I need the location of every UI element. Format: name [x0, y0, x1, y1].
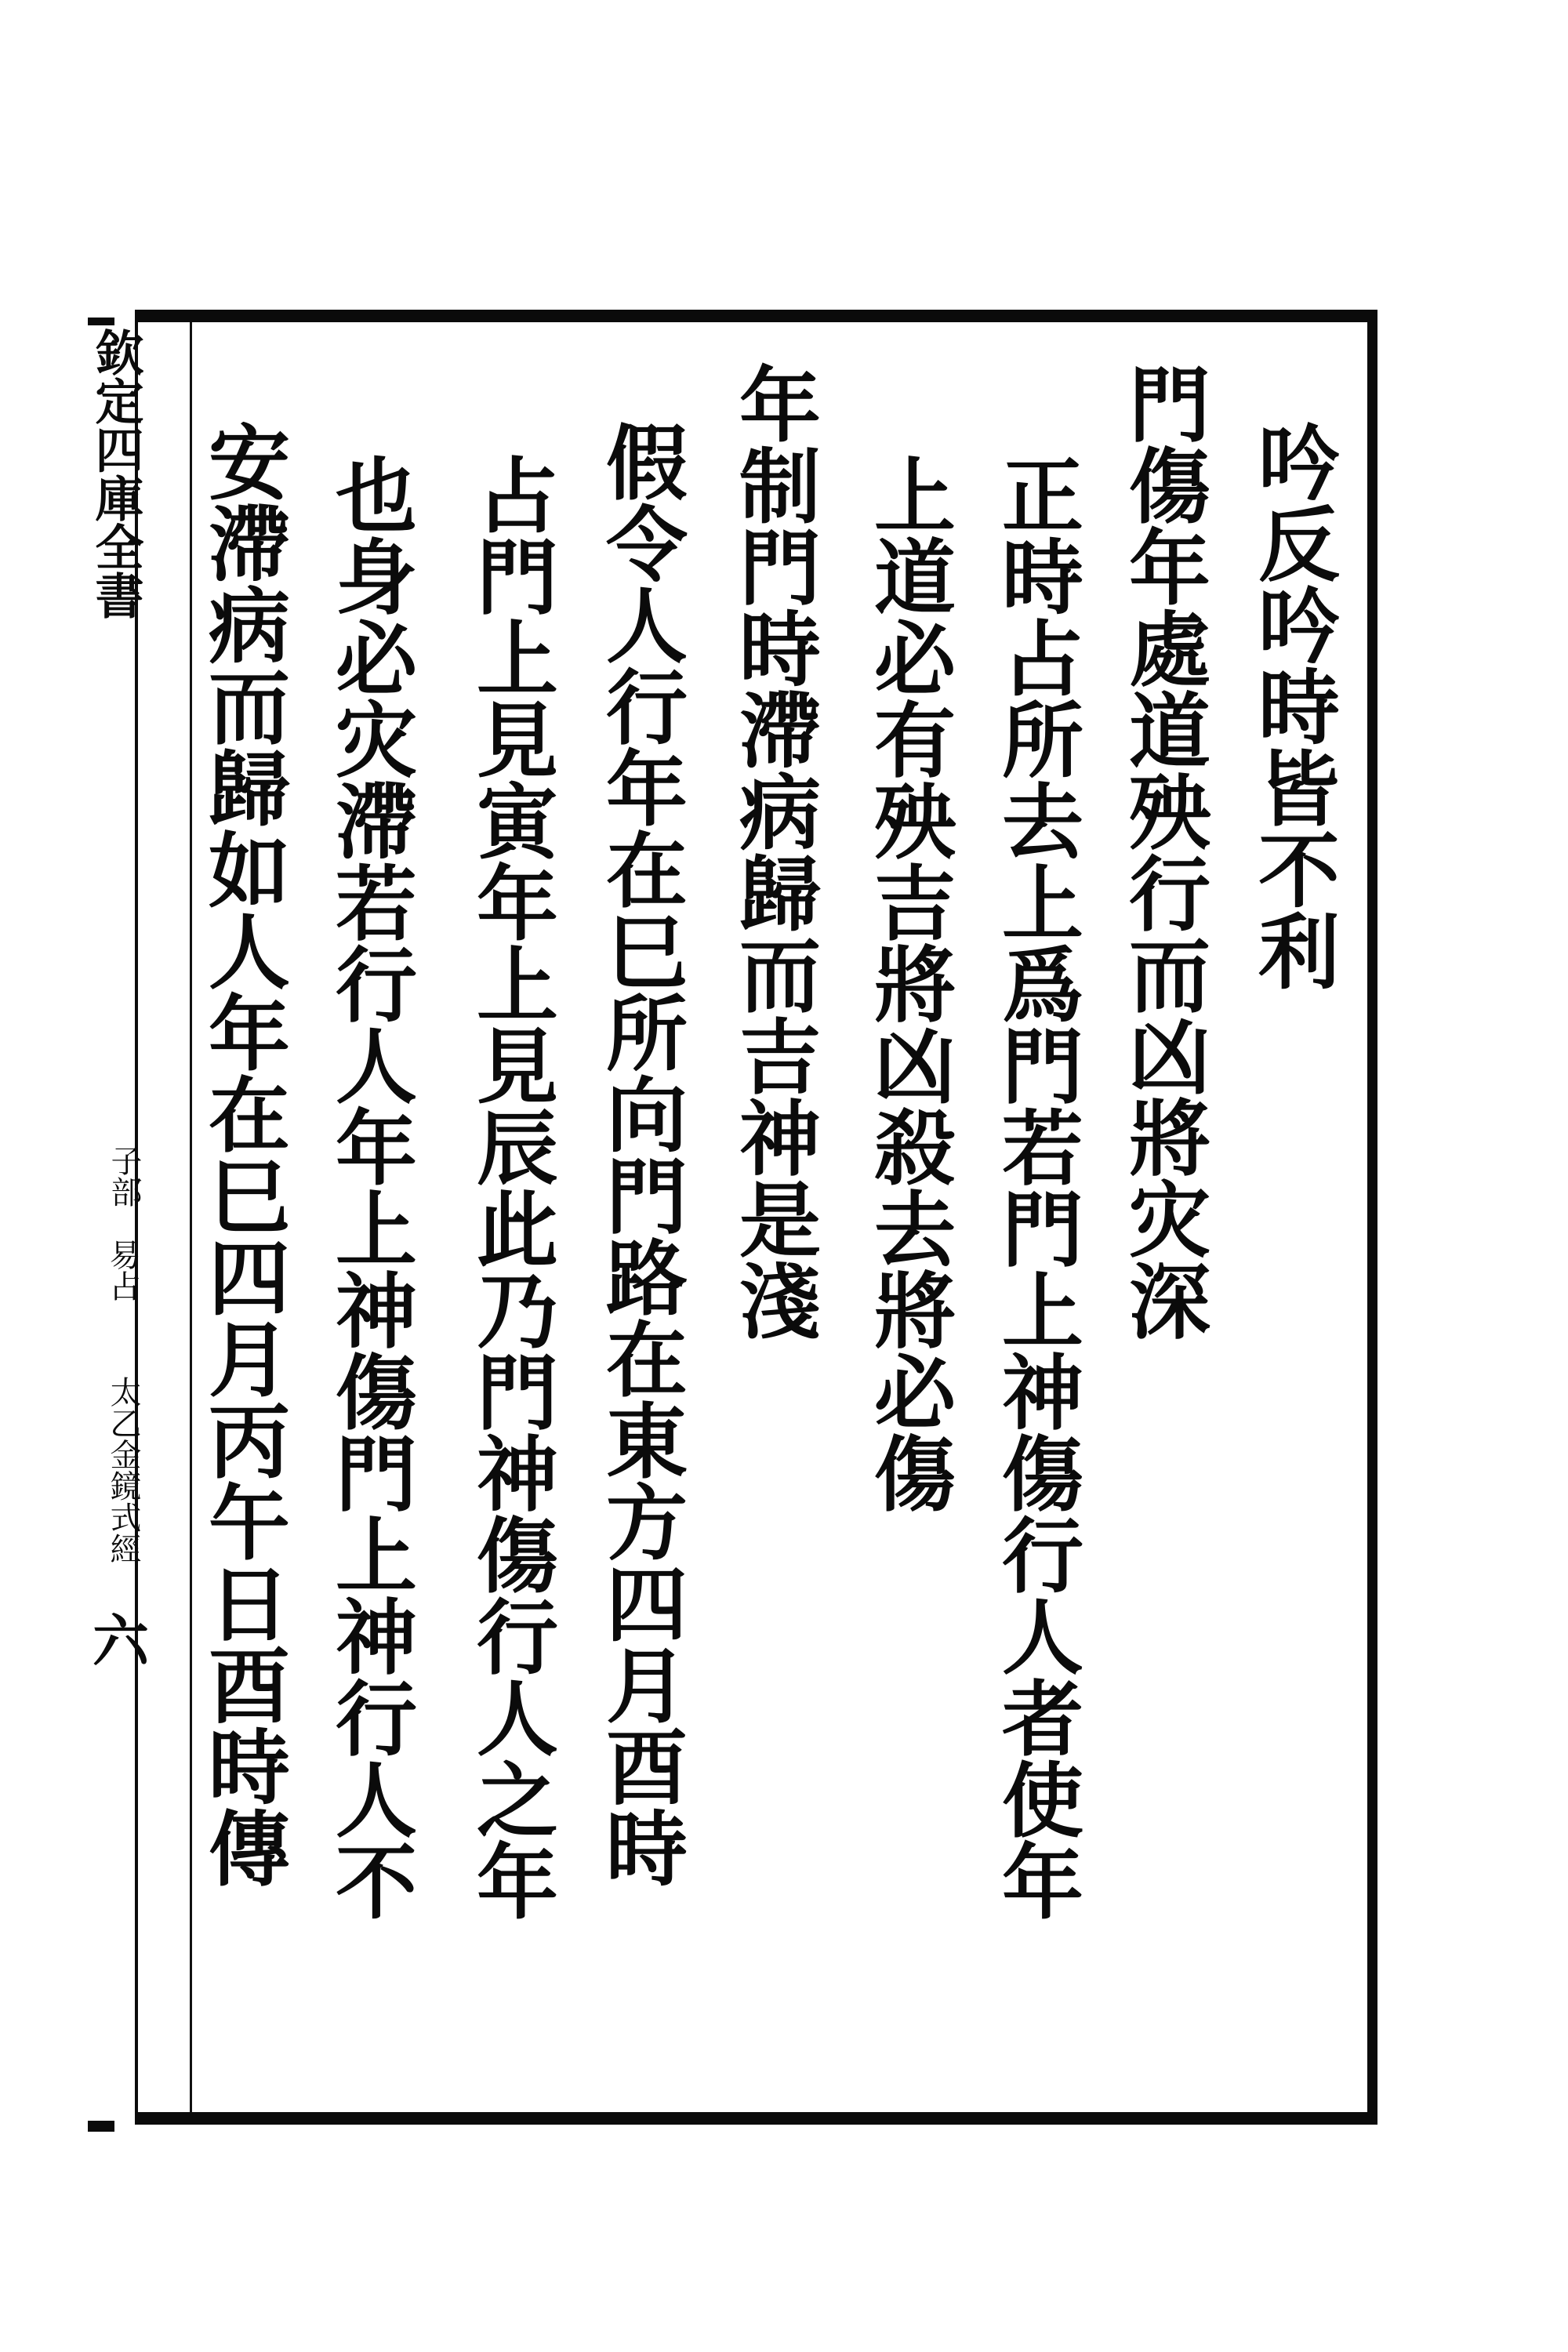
text-column-8: 也身必灾滯若行人年上神傷門上神行人不 — [321, 453, 418, 1921]
book-section: 子部 — [106, 1145, 142, 1207]
folio-number: 六 — [83, 1611, 150, 1668]
text-column-6: 假令人行年在巳所向門路在東方四月酉時 — [592, 420, 688, 1888]
book-title: 欽定四庫全書 — [87, 328, 144, 619]
margin-tick-bottom — [88, 2121, 114, 2132]
text-column-4: 上道必有殃吉將凶殺去將必傷 — [860, 453, 956, 1513]
text-column-7: 占門上見寅年上見辰此乃門神傷行人之年 — [463, 453, 559, 1921]
margin-divider — [190, 322, 192, 2112]
margin-tick-top — [88, 318, 114, 325]
text-column-9: 安滯病而歸如人年在巳四月丙午日酉時傳 — [194, 420, 291, 1888]
book-subsection: 易占 — [104, 1239, 140, 1301]
text-column-1: 吟反吟時皆不利 — [1244, 420, 1341, 991]
text-column-5: 年制門時滯病歸而吉神是淺 — [725, 362, 822, 1341]
text-column-2: 門傷年處道殃行而凶將灾深 — [1115, 362, 1211, 1341]
text-column-3: 正時占所去上爲門若門上神傷行人者使年 — [988, 453, 1084, 1921]
book-work-title: 太乙金鏡式經 — [105, 1376, 141, 1564]
